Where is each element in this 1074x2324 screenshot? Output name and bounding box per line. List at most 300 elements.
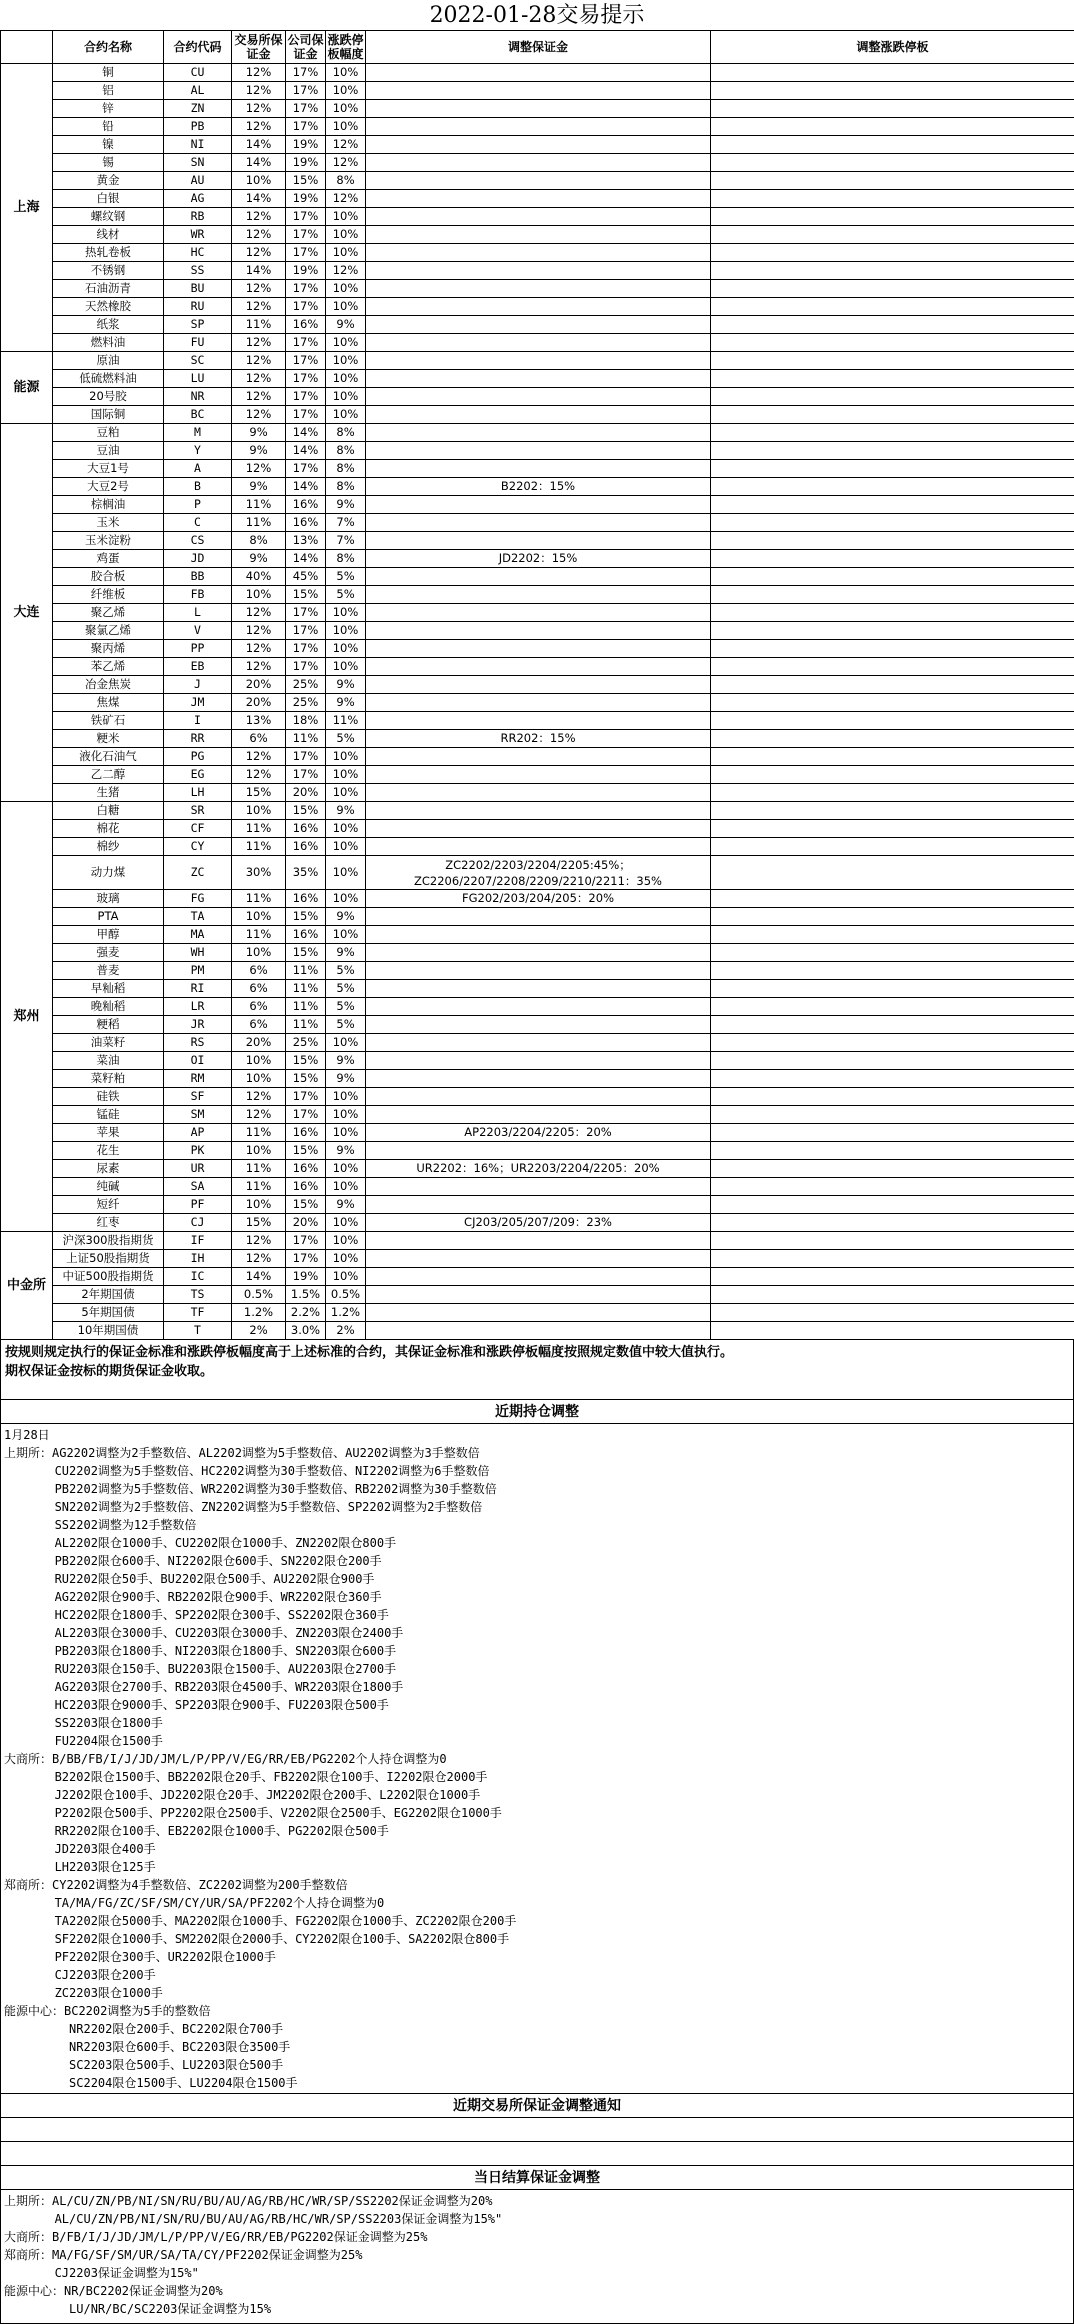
table-row — [1, 1034, 1074, 1052]
contract-name: 大豆2号 — [53, 478, 164, 496]
exchange-margin: 6% — [232, 980, 286, 998]
table-row — [1, 622, 1074, 640]
exchange-margin: 12% — [232, 406, 286, 424]
table-row — [1, 190, 1074, 208]
exchange-margin: 15% — [232, 1214, 286, 1232]
table-row — [1, 640, 1074, 658]
adjusted-margin — [366, 908, 711, 926]
table-row — [1, 64, 1074, 82]
company-margin: 17% — [286, 118, 326, 136]
contract-name: 铝 — [53, 82, 164, 100]
limit-range: 10% — [326, 890, 366, 908]
position-adjust-body — [0, 1424, 1074, 2094]
table-row — [1, 154, 1074, 172]
company-margin: 16% — [286, 514, 326, 532]
limit-range: 10% — [326, 388, 366, 406]
contract-code: V — [164, 622, 232, 640]
limit-range: 10% — [326, 118, 366, 136]
contract-code: ZN — [164, 100, 232, 118]
contract-name: 尿素 — [53, 1160, 164, 1178]
text-line: B2202限仓1500手、BB2202限仓20手、FB2202限仓100手、I2202限仓2000手 — [4, 1768, 1070, 1786]
text-line: CJ2203限仓200手 — [4, 1966, 1070, 1984]
company-margin: 17% — [286, 100, 326, 118]
adjusted-margin — [366, 1142, 711, 1160]
exchange-margin: 11% — [232, 1124, 286, 1142]
table-row — [1, 658, 1074, 676]
contract-code: HC — [164, 244, 232, 262]
limit-range: 10% — [326, 1034, 366, 1052]
adjusted-margin — [366, 658, 711, 676]
text-line: 能源中心：BC2202调整为5手的整数倍 — [4, 2002, 1070, 2020]
company-margin: 16% — [286, 820, 326, 838]
limit-range: 10% — [326, 82, 366, 100]
limit-range: 1.2% — [326, 1304, 366, 1322]
exchange-margin: 12% — [232, 208, 286, 226]
text-line: PB2203限仓1800手、NI2203限仓1800手、SN2203限仓600手 — [4, 1642, 1070, 1660]
exchange-margin: 12% — [232, 280, 286, 298]
contract-code: CU — [164, 64, 232, 82]
exchange-margin: 12% — [232, 226, 286, 244]
contract-code: WH — [164, 944, 232, 962]
adjusted-limit — [711, 908, 1074, 926]
exchange-margin: 9% — [232, 478, 286, 496]
exchange-margin: 20% — [232, 1034, 286, 1052]
adjusted-margin — [366, 604, 711, 622]
adjusted-margin — [366, 244, 711, 262]
adjusted-limit — [711, 154, 1074, 172]
contract-name: 10年期国债 — [53, 1322, 164, 1340]
adjusted-margin — [366, 442, 711, 460]
table-row — [1, 244, 1074, 262]
text-line: HC2202限仓1800手、SP2202限仓300手、SS2202限仓360手 — [4, 1606, 1070, 1624]
text-line: AG2203限仓2700手、RB2203限仓4500手、WR2203限仓1800手 — [4, 1678, 1070, 1696]
contract-name: 沪深300股指期货 — [53, 1232, 164, 1250]
exchange-margin: 30% — [232, 856, 286, 890]
table-row — [1, 1052, 1074, 1070]
contract-code: LH — [164, 784, 232, 802]
limit-range: 8% — [326, 478, 366, 496]
adjusted-margin: UR2202：16%；UR2203/2204/2205：20% — [366, 1160, 711, 1178]
exchange-margin: 6% — [232, 730, 286, 748]
adjusted-margin — [366, 1178, 711, 1196]
contract-code: BU — [164, 280, 232, 298]
contract-code: RB — [164, 208, 232, 226]
adjusted-limit — [711, 676, 1074, 694]
text-line: FU2204限仓1500手 — [4, 1732, 1070, 1750]
contract-code: I — [164, 712, 232, 730]
text-line: 上期所：AG2202调整为2手整数倍、AL2202调整为5手整数倍、AU2202调整为3手整数倍 — [4, 1444, 1070, 1462]
exchange-margin: 11% — [232, 514, 286, 532]
contract-code: AG — [164, 190, 232, 208]
contract-name: 早籼稻 — [53, 980, 164, 998]
contract-code: NI — [164, 136, 232, 154]
contract-name: 动力煤 — [53, 856, 164, 890]
exchange-margin: 11% — [232, 926, 286, 944]
contract-code: SC — [164, 352, 232, 370]
limit-range: 10% — [326, 1268, 366, 1286]
limit-range: 9% — [326, 316, 366, 334]
contract-name: 2年期国债 — [53, 1286, 164, 1304]
table-row — [1, 944, 1074, 962]
contract-name: 白银 — [53, 190, 164, 208]
margin-notice-body — [0, 2118, 1074, 2142]
adjusted-margin — [366, 316, 711, 334]
adjusted-margin — [366, 676, 711, 694]
adjusted-margin — [366, 962, 711, 980]
adjusted-limit — [711, 550, 1074, 568]
text-line: 郑商所：MA/FG/SF/SM/UR/SA/TA/CY/PF2202保证金调整为25% — [4, 2246, 1070, 2264]
text-line: 上期所：AL/CU/ZN/PB/NI/SN/RU/BU/AU/AG/RB/HC/WR/SP/SS2202保证金调整为20% — [4, 2192, 1070, 2210]
header-cell: 调整涨跌停板 — [711, 31, 1074, 64]
contract-code: FG — [164, 890, 232, 908]
adjusted-margin — [366, 802, 711, 820]
exchange-margin: 12% — [232, 82, 286, 100]
contract-code: LU — [164, 370, 232, 388]
text-line: 大商所：B/FB/I/J/JD/JM/L/P/PP/V/EG/RR/EB/PG2202保证金调整为25% — [4, 2228, 1070, 2246]
company-margin: 17% — [286, 604, 326, 622]
exchange-margin: 12% — [232, 334, 286, 352]
limit-range: 10% — [326, 1214, 366, 1232]
adjusted-margin — [366, 352, 711, 370]
contract-name: 聚乙烯 — [53, 604, 164, 622]
text-line: AL2202限仓1000手、CU2202限仓1000手、ZN2202限仓800手 — [4, 1534, 1070, 1552]
company-margin: 17% — [286, 82, 326, 100]
adjusted-margin — [366, 1088, 711, 1106]
company-margin: 14% — [286, 424, 326, 442]
text-line: PB2202限仓600手、NI2202限仓600手、SN2202限仓200手 — [4, 1552, 1070, 1570]
company-margin: 17% — [286, 334, 326, 352]
adjusted-limit — [711, 280, 1074, 298]
company-margin: 2.2% — [286, 1304, 326, 1322]
company-margin: 17% — [286, 460, 326, 478]
contract-name: 冶金焦炭 — [53, 676, 164, 694]
table-row — [1, 496, 1074, 514]
contract-name: 燃料油 — [53, 334, 164, 352]
adjusted-margin — [366, 640, 711, 658]
company-margin: 15% — [286, 944, 326, 962]
table-row — [1, 136, 1074, 154]
contract-code: IH — [164, 1250, 232, 1268]
table-row — [1, 118, 1074, 136]
header-cell: 合约代码 — [164, 31, 232, 64]
exchange-margin: 10% — [232, 1196, 286, 1214]
text-line: SC2204限仓1500手、LU2204限仓1500手 — [4, 2074, 1070, 2092]
contract-name: 晚籼稻 — [53, 998, 164, 1016]
contract-code: SS — [164, 262, 232, 280]
contract-name: 线材 — [53, 226, 164, 244]
adjusted-margin — [366, 1016, 711, 1034]
table-row — [1, 370, 1074, 388]
header-cell: 公司保证金 — [286, 31, 326, 64]
company-margin: 1.5% — [286, 1286, 326, 1304]
contract-name: 铁矿石 — [53, 712, 164, 730]
adjusted-margin — [366, 262, 711, 280]
adjusted-margin — [366, 64, 711, 82]
limit-range: 10% — [326, 604, 366, 622]
contract-code: ZC — [164, 856, 232, 890]
limit-range: 9% — [326, 496, 366, 514]
limit-range: 5% — [326, 998, 366, 1016]
contract-code: SR — [164, 802, 232, 820]
limit-range: 10% — [326, 820, 366, 838]
text-line: 1月28日 — [4, 1426, 1070, 1444]
adjusted-margin — [366, 1250, 711, 1268]
company-margin: 16% — [286, 926, 326, 944]
adjusted-limit — [711, 1268, 1074, 1286]
company-margin: 19% — [286, 1268, 326, 1286]
contract-name: 菜籽粕 — [53, 1070, 164, 1088]
company-margin: 15% — [286, 1142, 326, 1160]
exchange-margin: 11% — [232, 1160, 286, 1178]
limit-range: 10% — [326, 766, 366, 784]
company-margin: 15% — [286, 586, 326, 604]
text-line: RU2202限仓50手、BU2202限仓500手、AU2202限仓900手 — [4, 1570, 1070, 1588]
table-row — [1, 1250, 1074, 1268]
company-margin: 16% — [286, 316, 326, 334]
exchange-margin: 12% — [232, 622, 286, 640]
company-margin: 16% — [286, 838, 326, 856]
table-row — [1, 514, 1074, 532]
table-row — [1, 820, 1074, 838]
limit-range: 10% — [326, 1106, 366, 1124]
company-margin: 19% — [286, 136, 326, 154]
table-row — [1, 406, 1074, 424]
limit-range: 9% — [326, 908, 366, 926]
company-margin: 17% — [286, 352, 326, 370]
adjusted-margin — [366, 1106, 711, 1124]
adjusted-limit — [711, 298, 1074, 316]
contract-code: MA — [164, 926, 232, 944]
exchange-margin: 10% — [232, 1142, 286, 1160]
contract-code: A — [164, 460, 232, 478]
adjusted-limit — [711, 998, 1074, 1016]
exchange-margin: 9% — [232, 424, 286, 442]
limit-range: 10% — [326, 298, 366, 316]
limit-range: 7% — [326, 532, 366, 550]
text-line: TA2202限仓5000手、MA2202限仓1000手、FG2202限仓1000手、ZC2202限仓200手 — [4, 1912, 1070, 1930]
table-row — [1, 604, 1074, 622]
contract-name: 玻璃 — [53, 890, 164, 908]
exchange-margin: 6% — [232, 998, 286, 1016]
exchange-margin: 20% — [232, 676, 286, 694]
text-line: RU2203限仓150手、BU2203限仓1500手、AU2203限仓2700手 — [4, 1660, 1070, 1678]
limit-range: 10% — [326, 784, 366, 802]
table-row — [1, 712, 1074, 730]
limit-range: 10% — [326, 658, 366, 676]
exchange-margin: 10% — [232, 1052, 286, 1070]
contract-code: SF — [164, 1088, 232, 1106]
limit-range: 11% — [326, 712, 366, 730]
contract-name: 锡 — [53, 154, 164, 172]
adjusted-margin: JD2202：15% — [366, 550, 711, 568]
contract-name: 菜油 — [53, 1052, 164, 1070]
text-line: J2202限仓100手、JD2202限仓20手、JM2202限仓200手、L2202限仓1000手 — [4, 1786, 1070, 1804]
adjusted-limit — [711, 190, 1074, 208]
table-row — [1, 586, 1074, 604]
contract-code: WR — [164, 226, 232, 244]
contract-name: 大豆1号 — [53, 460, 164, 478]
company-margin: 17% — [286, 370, 326, 388]
text-line: AL2203限仓3000手、CU2203限仓3000手、ZN2203限仓2400手 — [4, 1624, 1070, 1642]
adjusted-limit — [711, 784, 1074, 802]
text-line: 能源中心：NR/BC2202保证金调整为20% — [4, 2282, 1070, 2300]
table-row — [1, 532, 1074, 550]
exchange-margin: 12% — [232, 1106, 286, 1124]
limit-range: 9% — [326, 1142, 366, 1160]
limit-range: 0.5% — [326, 1286, 366, 1304]
adjusted-limit — [711, 748, 1074, 766]
table-row — [1, 280, 1074, 298]
adjusted-margin — [366, 208, 711, 226]
exchange-margin: 9% — [232, 442, 286, 460]
contract-name: 胶合板 — [53, 568, 164, 586]
adjusted-limit — [711, 712, 1074, 730]
adjusted-margin — [366, 694, 711, 712]
contract-code: SP — [164, 316, 232, 334]
text-line: PF2202限仓300手、UR2202限仓1000手 — [4, 1948, 1070, 1966]
adjusted-limit — [711, 64, 1074, 82]
contract-name: 苹果 — [53, 1124, 164, 1142]
contract-code: BC — [164, 406, 232, 424]
adjusted-limit — [711, 568, 1074, 586]
limit-range: 10% — [326, 926, 366, 944]
adjusted-limit — [711, 1178, 1074, 1196]
contract-name: 国际铜 — [53, 406, 164, 424]
contract-name: 5年期国债 — [53, 1304, 164, 1322]
text-line: JD2203限仓400手 — [4, 1840, 1070, 1858]
contract-name: 纯碱 — [53, 1178, 164, 1196]
table-row — [1, 1268, 1074, 1286]
contract-name: 螺纹钢 — [53, 208, 164, 226]
contract-name: 聚氯乙烯 — [53, 622, 164, 640]
exchange-margin: 10% — [232, 802, 286, 820]
exchange-margin: 6% — [232, 962, 286, 980]
limit-range: 9% — [326, 1052, 366, 1070]
table-row — [1, 1088, 1074, 1106]
contract-name: 棕榈油 — [53, 496, 164, 514]
table-row — [1, 980, 1074, 998]
adjusted-limit — [711, 694, 1074, 712]
exchange-margin: 12% — [232, 658, 286, 676]
text-line: LH2203限仓125手 — [4, 1858, 1070, 1876]
contract-code: FB — [164, 586, 232, 604]
header-cell: 合约名称 — [53, 31, 164, 64]
exchange-margin: 12% — [232, 244, 286, 262]
contract-name: 石油沥青 — [53, 280, 164, 298]
adjusted-margin — [366, 100, 711, 118]
adjusted-margin — [366, 748, 711, 766]
adjusted-limit — [711, 118, 1074, 136]
contract-code: Y — [164, 442, 232, 460]
text-line: SF2202限仓1000手、SM2202限仓2000手、CY2202限仓100手、SA2202限仓800手 — [4, 1930, 1070, 1948]
table-row — [1, 334, 1074, 352]
text-line: PB2202调整为5手整数倍、WR2202调整为30手整数倍、RB2202调整为30手整数倍 — [4, 1480, 1070, 1498]
adjusted-margin — [366, 784, 711, 802]
adjusted-limit — [711, 316, 1074, 334]
table-row — [1, 388, 1074, 406]
exchange-margin: 12% — [232, 1250, 286, 1268]
exchange-margin: 14% — [232, 136, 286, 154]
table-row — [1, 226, 1074, 244]
company-margin: 17% — [286, 244, 326, 262]
header-cell: 涨跌停板幅度 — [326, 31, 366, 64]
contract-code: RM — [164, 1070, 232, 1088]
limit-range: 12% — [326, 136, 366, 154]
adjusted-margin — [366, 514, 711, 532]
adjusted-limit — [711, 442, 1074, 460]
adjusted-margin — [366, 998, 711, 1016]
table-row — [1, 1178, 1074, 1196]
exchange-margin: 12% — [232, 748, 286, 766]
contract-name: 乙二醇 — [53, 766, 164, 784]
limit-range: 7% — [326, 514, 366, 532]
table-row — [1, 890, 1074, 908]
adjusted-limit — [711, 460, 1074, 478]
company-margin: 16% — [286, 1124, 326, 1142]
contract-name: 生猪 — [53, 784, 164, 802]
contract-code: PK — [164, 1142, 232, 1160]
exchange-margin: 12% — [232, 370, 286, 388]
contract-code: TS — [164, 1286, 232, 1304]
company-margin: 17% — [286, 1088, 326, 1106]
table-row — [1, 100, 1074, 118]
adjusted-limit — [711, 370, 1074, 388]
table-row — [1, 478, 1074, 496]
exchange-margin: 12% — [232, 460, 286, 478]
limit-range: 10% — [326, 244, 366, 262]
adjusted-margin: CJ203/205/207/209：23% — [366, 1214, 711, 1232]
exchange-name: 大连 — [1, 424, 53, 802]
limit-range: 10% — [326, 640, 366, 658]
text-line: AG2202限仓900手、RB2202限仓900手、WR2202限仓360手 — [4, 1588, 1070, 1606]
table-row — [1, 962, 1074, 980]
text-line: P2202限仓500手、PP2202限仓2500手、V2202限仓2500手、EG2202限仓1000手 — [4, 1804, 1070, 1822]
adjusted-limit — [711, 926, 1074, 944]
table-row — [1, 172, 1074, 190]
limit-range: 9% — [326, 694, 366, 712]
table-row — [1, 1232, 1074, 1250]
contract-name: 红枣 — [53, 1214, 164, 1232]
adjusted-limit — [711, 838, 1074, 856]
contract-code: UR — [164, 1160, 232, 1178]
limit-range: 10% — [326, 64, 366, 82]
adjusted-limit — [711, 820, 1074, 838]
limit-range: 10% — [326, 1124, 366, 1142]
adjusted-margin — [366, 172, 711, 190]
exchange-name: 中金所 — [1, 1232, 53, 1340]
header-cell: 交易所保证金 — [232, 31, 286, 64]
limit-range: 10% — [326, 352, 366, 370]
table-row — [1, 730, 1074, 748]
contract-name: 短纤 — [53, 1196, 164, 1214]
exchange-margin: 11% — [232, 316, 286, 334]
note-line: 期权保证金按标的期货保证金收取。 — [5, 1362, 1070, 1381]
contract-name: PTA — [53, 908, 164, 926]
company-margin: 19% — [286, 154, 326, 172]
contract-name: 中证500股指期货 — [53, 1268, 164, 1286]
rules-notes — [0, 1340, 1074, 1400]
text-line: SS2202调整为12手整数倍 — [4, 1516, 1070, 1534]
exchange-margin: 1.2% — [232, 1304, 286, 1322]
contract-code: IC — [164, 1268, 232, 1286]
adjusted-margin: RR202：15% — [366, 730, 711, 748]
adjusted-limit — [711, 766, 1074, 784]
contract-name: 液化石油气 — [53, 748, 164, 766]
limit-range: 10% — [326, 1088, 366, 1106]
text-line: CJ2203保证金调整为15%" — [4, 2264, 1070, 2282]
table-row — [1, 694, 1074, 712]
adjusted-margin — [366, 1322, 711, 1340]
